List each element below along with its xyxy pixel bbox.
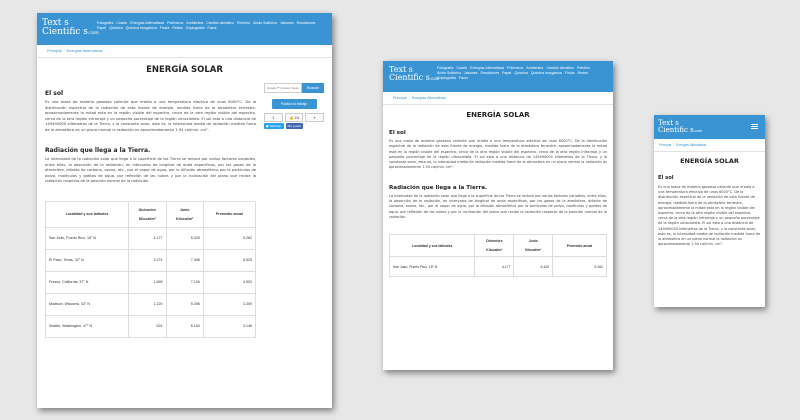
section-text: La intensidad de la radiación solar que llega a la superficie de las Tierra se reduce por varios factores variables, entre ellos, la absorción de la radiación, en intervalos de longitud de onda específicos, por los gases de la atmósfera, dióxido de carbono, ozono, etc., por el vapor de agua, por la difusión atmosférica por la partículas de polvo, moléculas y gotitas de agua, por reflexión de las nubes y por la inclinación del plano que recibe la radiación respecto de la posición normal de la radiación. bbox=[389, 193, 607, 219]
nav-item[interactable]: Redes bbox=[577, 71, 588, 75]
nav-item[interactable]: Ambientes bbox=[526, 66, 544, 70]
table-row: San Juan, Puerto Rico, 18° N 4.177 5.425 5.262 bbox=[46, 227, 256, 249]
breadcrumb-home[interactable]: Principal bbox=[659, 143, 672, 147]
tablet-view bbox=[383, 61, 613, 370]
page-title: ENERGÍA SOLAR bbox=[466, 111, 530, 119]
breadcrumb-current[interactable]: Energías Alternativas bbox=[66, 49, 103, 53]
nav-item[interactable]: Criptografía bbox=[185, 26, 205, 30]
nav-item[interactable]: Papel bbox=[97, 26, 107, 30]
desktop-view bbox=[37, 13, 332, 408]
section-text: Es una masa de materia gaseosa caliente que irradia a una temperatura efectiva de unos 6000°C. De la distribución espectral de la radiación de esta fuente de energía, medida fuera de la atmósfera terrestre, aproximadamente la mitad esta en la región visible del espectro, cerca de la otra región visible del espectro, cerca de la otra región infrarroja y un pequeño porcentaje de la región ultravioleta. El sol esta a una distancia de 149490000 kilómetros de la Tierra, y la constante solar, esto es, la intensidad media de radiación medida fuera de la atmosfera en un plano normal la radiación es aproximadamente 1.94 cal/min. cm². bbox=[45, 100, 256, 132]
nav-item[interactable]: Ambientes bbox=[186, 21, 204, 25]
nav-item[interactable]: Emulsiones bbox=[480, 71, 500, 75]
section-text: Es una masa de materia gaseosa caliente que irradia a una temperatura efectiva de unos 6000°C. De la distribución espectral de la radiación de esta fuente de energía, medida fuera de la atmósfera terrestre, aproximadamente la mitad esta en la región visible del espectro, cerca de la otra región visible del espectro, cerca de la otra región infrarroja y un pequeño porcentaje de la región ultravioleta. El sol esta a una distancia de 149490000 kilómetros de la Tierra, y la constante solar, esto es, la intensidad media de radiación medida fuera de la atmosfera en un plano normal la radiación es aproximadamente 1.94 cal/min. cm². bbox=[389, 139, 607, 170]
page-title: ENERGÍA SOLAR bbox=[680, 157, 739, 165]
nav-item[interactable]: Favor bbox=[207, 26, 217, 30]
page-title: ENERGÍA SOLAR bbox=[146, 65, 223, 75]
site-logo[interactable]: Text s Cientific s.com bbox=[658, 119, 703, 134]
nav-item[interactable]: Emulsiones bbox=[296, 21, 316, 25]
nav-item[interactable]: Cuarto bbox=[116, 21, 128, 25]
mobile-view bbox=[654, 115, 765, 307]
site-logo[interactable]: Text s Cientific s.com bbox=[389, 65, 440, 82]
nav-item[interactable]: Petróleo bbox=[236, 21, 251, 25]
radiation-table bbox=[389, 234, 607, 277]
section-heading: Radiación que llega a la Tierra. bbox=[45, 147, 151, 154]
table-row: El Paso, Texas, 32° N 3.274 7.408 5.525 bbox=[46, 249, 256, 271]
breadcrumb: Principal / Energías Alternativas bbox=[654, 139, 765, 152]
like-counter[interactable]: 👍 24 bbox=[285, 113, 304, 122]
nav-item[interactable]: Química Inorgánica bbox=[125, 26, 157, 30]
section-text: Es una masa de materia gaseosa caliente que irradia a una temperatura efectiva de unos 6000°C. De la distribución espectral de la radiación de esta fuente de energía, medida fuera de la atmósfera terrestre, aproximadamente la mitad esta en la región visible del espectro, cerca de la otra región visible del espectro, cerca de la otra región infrarroja y un pequeño porcentaje de la región ultravioleta. El sol esta a una distancia de 149490000 kilómetros de la Tierra, y la constante solar, esto es, la intensidad media de radiación medida fuera de la atmosfera en un plano normal la radiación es aproximadamente 1.94 cal/min. cm². bbox=[658, 185, 761, 247]
table-header: Promedio anual bbox=[203, 201, 255, 227]
table-row: Fresno, California, 37° N 1.655 7.106 4.502 bbox=[46, 271, 256, 293]
nav-item[interactable]: Petróleo bbox=[576, 66, 591, 70]
breadcrumb: Principal / Energías Alternativas bbox=[37, 45, 332, 58]
nav-item[interactable]: Cuarto bbox=[456, 66, 468, 70]
nav-item[interactable]: Ácido Sulfúrico bbox=[253, 21, 278, 25]
nav-item[interactable]: Polímeros bbox=[507, 66, 524, 70]
nav-item[interactable]: Jabones bbox=[280, 21, 294, 25]
search-input[interactable] bbox=[264, 83, 302, 93]
table-header: Junio Kilocal/m² bbox=[166, 201, 203, 227]
twitter-icon: ● bbox=[266, 124, 269, 128]
nav-item[interactable]: Redes bbox=[172, 26, 183, 30]
table-row: Madison, Wisconsi, 43° N 1.220 5.398 3.309 bbox=[46, 293, 256, 315]
section-heading: El sol bbox=[45, 90, 63, 97]
breadcrumb-current[interactable]: Energías Alternativas bbox=[411, 96, 446, 100]
nav-item[interactable]: Fotografía bbox=[97, 21, 114, 25]
nav-item[interactable]: Ácido Sulfúrico bbox=[437, 71, 461, 75]
plus-icon: + bbox=[313, 115, 317, 120]
table-header: Diciembre Kilocal/m² bbox=[475, 235, 514, 257]
search-form bbox=[264, 83, 324, 93]
table-header: Junio Kilocal/m² bbox=[514, 235, 553, 257]
nav-item[interactable]: Favor bbox=[458, 76, 468, 80]
nav-item[interactable]: Física bbox=[564, 71, 575, 75]
nav-item[interactable]: Energías Alternativas bbox=[470, 66, 505, 70]
site-logo[interactable]: Text s Cientific s.com bbox=[42, 18, 99, 37]
site-header bbox=[654, 115, 765, 139]
nav-item[interactable]: Jabones bbox=[463, 71, 478, 75]
hamburger-menu-icon[interactable] bbox=[751, 118, 761, 136]
table-row: San Juan, Puerto Rico, 18° N 4.177 5.425 5.262 bbox=[390, 257, 607, 277]
nav-item[interactable]: Papel bbox=[502, 71, 512, 75]
section-heading: El sol bbox=[389, 130, 406, 136]
nav-item[interactable]: Cambio climático bbox=[206, 21, 234, 25]
table-header: Localidad y sus latitudes bbox=[46, 201, 129, 227]
site-header bbox=[37, 13, 332, 45]
nav-item[interactable]: Fotografía bbox=[437, 66, 454, 70]
social-buttons bbox=[264, 123, 324, 129]
share-counter[interactable]: 1 bbox=[264, 113, 283, 122]
main-nav bbox=[437, 64, 607, 89]
article bbox=[658, 171, 761, 247]
facebook-like-button[interactable]: Me gusta bbox=[287, 124, 302, 128]
publish-button[interactable]: Publica tu trabajo bbox=[272, 99, 317, 109]
table-row: Seattle, Washington, 47° N 624 6.184 3.146 bbox=[46, 315, 256, 337]
breadcrumb-current[interactable]: Energías Alternativas bbox=[676, 143, 707, 147]
nav-item[interactable]: Cambio climático bbox=[546, 66, 574, 70]
article bbox=[389, 124, 607, 277]
table-header: Diciembre Kilocal/m² bbox=[129, 201, 167, 227]
section-text: La intensidad de la radiación solar que llega a la superficie de las Tierra se reduce por varios factores variables, entre ellos, la absorción de la radiación, en intervalos de longitud de onda específicos, por los gases de la atmósfera, dióxido de carbono, ozono, etc., por el vapor de agua, por la difusión atmosférica por la partículas de polvo, moléculas y gotitas de agua, por reflexión de las nubes y por la inclinación del plano que recibe la radiación respecto de la posición normal de la radiación. bbox=[45, 157, 256, 183]
sidebar bbox=[264, 83, 324, 338]
plus-one-counter[interactable] bbox=[305, 113, 324, 122]
thumbs-up-icon: 👍 bbox=[289, 115, 294, 120]
nav-item[interactable]: Química bbox=[514, 71, 528, 75]
nav-item[interactable]: Polímeros bbox=[167, 21, 184, 25]
table-header: Localidad y sus latitudes bbox=[390, 235, 475, 257]
table-header: Promedio anual bbox=[553, 235, 607, 257]
breadcrumb: Principal / Energías Alternativas bbox=[383, 92, 613, 105]
main-nav bbox=[97, 16, 327, 42]
social-counters bbox=[264, 113, 324, 122]
article bbox=[45, 80, 256, 338]
radiation-table bbox=[45, 201, 256, 338]
nav-item[interactable]: Química Inorgánica bbox=[530, 71, 562, 75]
breadcrumb-home[interactable]: Principal bbox=[47, 49, 62, 53]
section-heading: El sol bbox=[658, 175, 674, 181]
section-heading: Radiación que llega a la Tierra. bbox=[389, 184, 488, 191]
twitter-button[interactable]: ● Twittear bbox=[266, 124, 282, 128]
breadcrumb-home[interactable]: Principal bbox=[393, 96, 407, 100]
search-button[interactable]: Buscar bbox=[302, 83, 324, 93]
nav-item[interactable]: Física bbox=[159, 26, 170, 30]
site-header bbox=[383, 61, 613, 92]
nav-item[interactable]: Química bbox=[109, 26, 123, 30]
nav-item[interactable]: Criptografía bbox=[437, 76, 456, 80]
nav-item[interactable]: Energías Alternativas bbox=[130, 21, 165, 25]
